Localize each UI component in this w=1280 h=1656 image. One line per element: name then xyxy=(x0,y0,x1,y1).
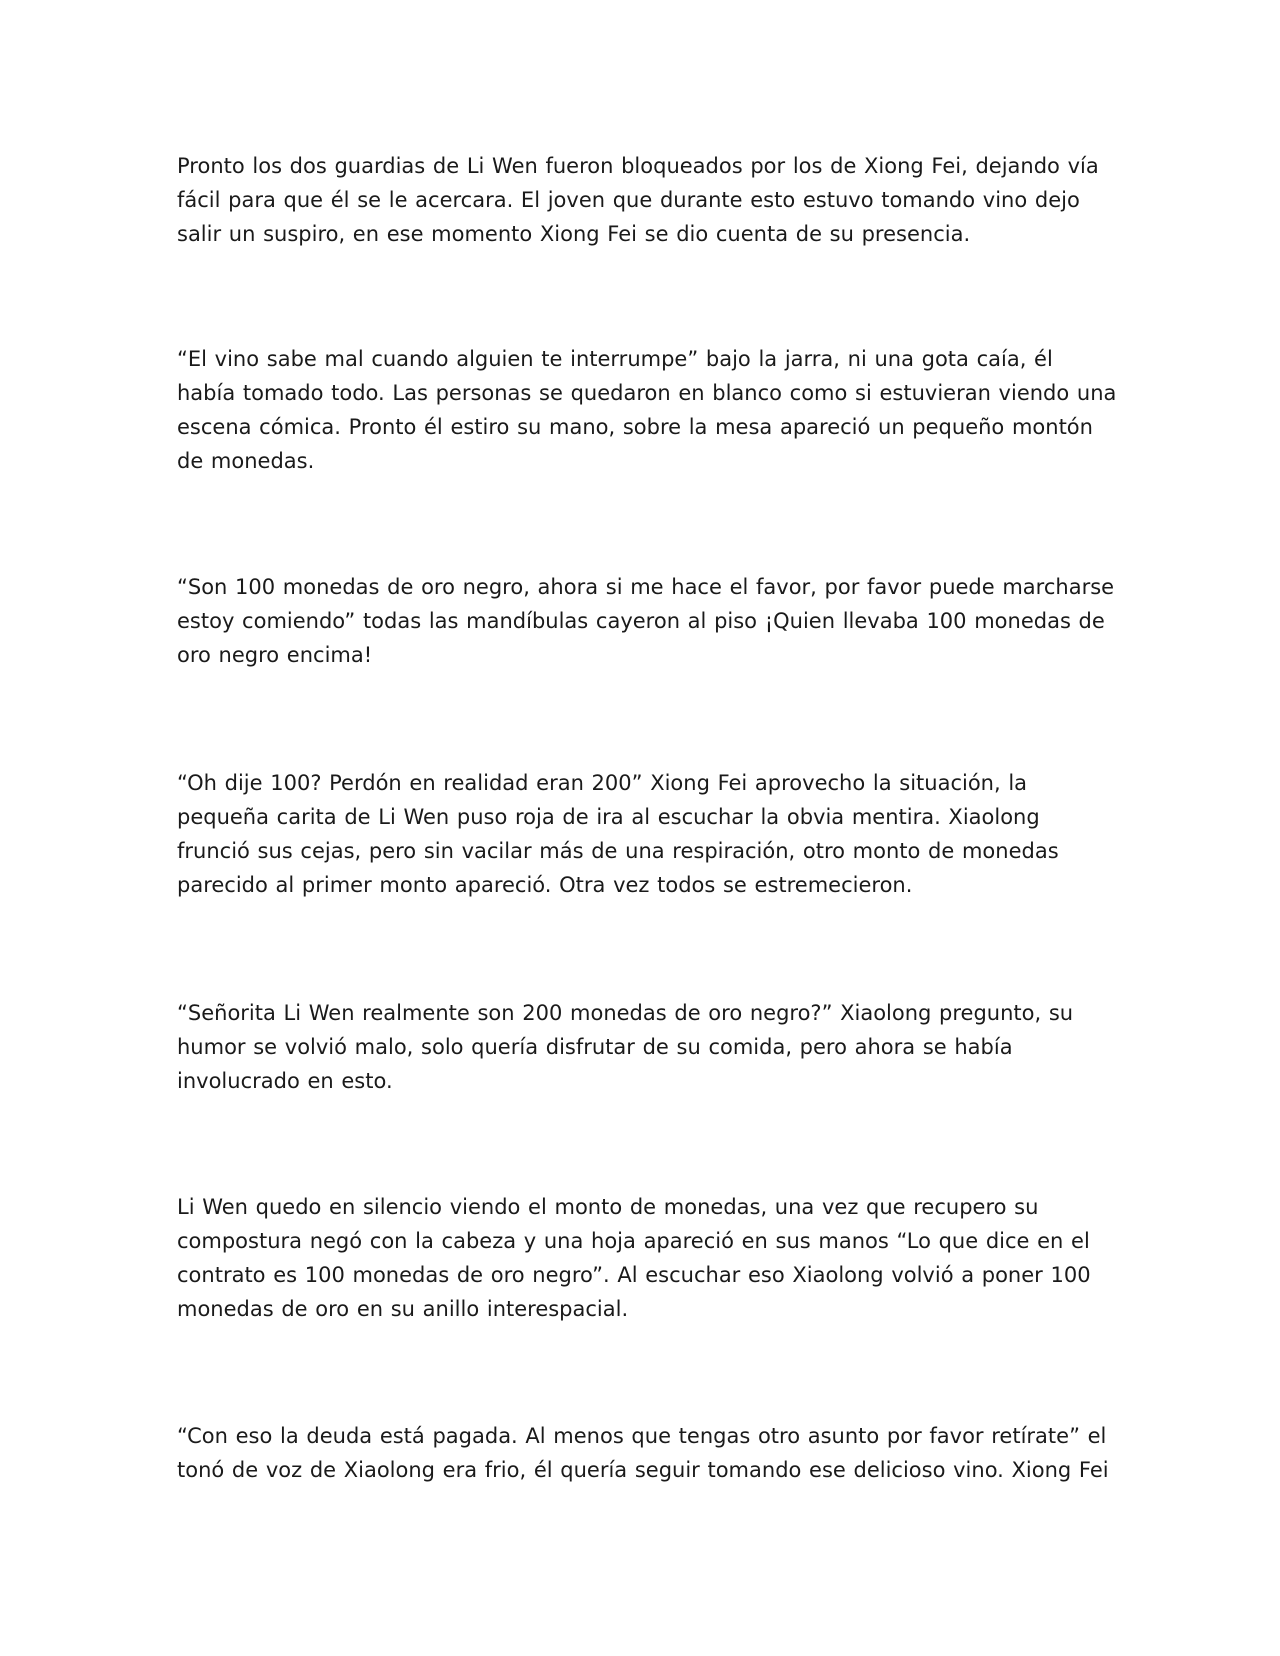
paragraph-2: “El vino sabe mal cuando alguien te interrumpe” bajo la jarra, ni una gota caía, él había tomado todo. Las personas se quedaron en blanco como si estuvieran viendo una escena cómica. Pronto él estiro su mano, sobre la mesa apareció un pequeño montón de monedas. xyxy=(177,347,1117,473)
paragraph-3: “Son 100 monedas de oro negro, ahora si me hace el favor, por favor puede marcharse estoy comiendo” todas las mandíbulas cayeron al piso ¡Quien llevaba 100 monedas de oro negro encima! xyxy=(177,575,1115,667)
paragraph-5: “Señorita Li Wen realmente son 200 monedas de oro negro?” Xiaolong pregunto, su humor se volvió malo, solo quería disfrutar de su comida, pero ahora se había involucrado en esto. xyxy=(177,1001,1074,1093)
paragraph-6: Li Wen quedo en silencio viendo el monto de monedas, una vez que recupero su compostura negó con la cabeza y una hoja apareció en sus manos “Lo que dice en el contrato es 100 monedas de oro negro”. Al escuchar eso Xiaolong volvió a poner 100 monedas de oro en su anillo interespacial. xyxy=(177,1195,1091,1321)
paragraph-7: “Con eso la deuda está pagada. Al menos que tengas otro asunto por favor retírate” el tonó de voz de Xiaolong era frio, él quería seguir tomando ese delicioso vino. Xiong Fei xyxy=(177,1424,1109,1482)
paragraph-4: “Oh dije 100? Perdón en realidad eran 200” Xiong Fei aprovecho la situación, la pequeña carita de Li Wen puso roja de ira al escuchar la obvia mentira. Xiaolong frunció sus cejas, pero sin vacilar más de una respiración, otro monto de monedas parecido al primer monto apareció. Otra vez todos se estremecieron. xyxy=(177,771,1059,897)
paragraph-1: Pronto los dos guardias de Li Wen fueron bloqueados por los de Xiong Fei, dejando vía fácil para que él se le acercara. El joven que durante esto estuvo tomando vino dejo salir un suspiro, en ese momento Xiong Fei se dio cuenta de su presencia. xyxy=(177,154,1099,246)
